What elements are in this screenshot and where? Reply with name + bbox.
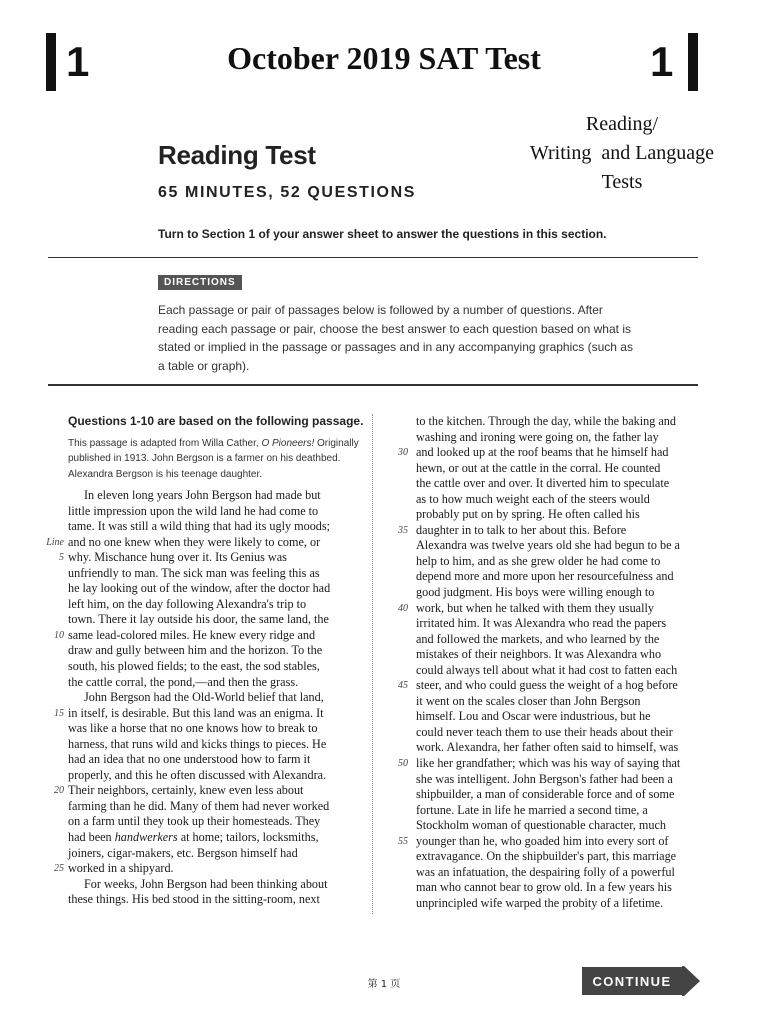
line-text: he lay looking out of the window, after the doctor had bbox=[68, 581, 331, 596]
line-text: properly, and this he often discussed with Alexandra. bbox=[68, 767, 327, 782]
line-text: she was intelligent. John Bergson's father had been a bbox=[416, 771, 673, 786]
intro-book-title: O Pioneers! bbox=[261, 437, 315, 449]
line-text: it went on the scales closer than John Bergson bbox=[416, 693, 641, 708]
intro-prefix: This passage is adapted from Willa Cather, bbox=[68, 437, 262, 449]
line-text: little impression upon the wild land he had come to bbox=[68, 503, 319, 518]
line-number: 25 bbox=[54, 863, 64, 875]
passage-line bbox=[68, 488, 370, 504]
passage-line bbox=[416, 430, 732, 446]
passage-line bbox=[68, 737, 370, 753]
passage-line bbox=[68, 675, 370, 691]
passage-line bbox=[416, 507, 732, 523]
passage-line bbox=[68, 799, 370, 815]
line-text: work, but when he talked with them they usually bbox=[416, 600, 654, 615]
line-text: For weeks, John Bergson had been thinking about bbox=[84, 876, 328, 891]
line-text: unprincipled wife warped the probity of a lifetime. bbox=[416, 895, 664, 910]
passage-line bbox=[68, 519, 370, 535]
directions-text: Each passage or pair of passages below is followed by a number of questions. After reading each passage or pair, choose the best answer to each question based on what is stated or implied in the passage or passages and in any accompanying graphics (such as a table or graph). bbox=[158, 303, 633, 373]
passage-line bbox=[416, 647, 732, 663]
passage-line bbox=[68, 721, 370, 737]
passage-line bbox=[416, 414, 732, 430]
passage-line bbox=[68, 892, 370, 908]
divider-bottom bbox=[48, 384, 698, 386]
passage-line bbox=[416, 461, 732, 477]
line-text: draw and gully between him and the horizon. To the bbox=[68, 643, 323, 658]
section-number-right: 1 bbox=[650, 38, 674, 85]
line-text: had an idea that no one understood how to farm it bbox=[68, 752, 311, 767]
line-text: daughter in to talk to her about this. Before bbox=[416, 522, 627, 537]
line-text: steer, and who could guess the weight of a hog before bbox=[416, 678, 678, 693]
passage-line bbox=[416, 569, 732, 585]
line-number: Line bbox=[46, 536, 64, 548]
passage-line bbox=[68, 814, 370, 830]
line-text: why. Mischance hung over it. Its Genius was bbox=[68, 550, 287, 565]
line-text: irritated him. It was Alexandra who read the papers bbox=[416, 616, 667, 631]
line-text: younger than he, who goaded him into every sort of bbox=[416, 833, 669, 848]
passage-line bbox=[416, 772, 732, 788]
passage-line bbox=[68, 659, 370, 675]
passage-line bbox=[54, 705, 370, 722]
line-text: Their neighbors, certainly, knew even less about bbox=[68, 783, 304, 798]
line-number: 55 bbox=[398, 835, 408, 847]
passage-line bbox=[416, 492, 732, 508]
line-number: 40 bbox=[398, 602, 408, 614]
line-text: these things. His bed stood in the sitting-room, next bbox=[68, 892, 320, 907]
note-line-1: Reading/ bbox=[585, 113, 659, 135]
line-text: in itself, is desirable. But this land was an enigma. It bbox=[68, 705, 324, 720]
passage-line bbox=[54, 861, 370, 877]
line-text: and no one knew when they were likely to come, or bbox=[68, 534, 321, 549]
line-text: worked in a shipyard. bbox=[68, 861, 174, 876]
page-number: 第 1 页 bbox=[367, 979, 401, 990]
line-text: harness, that runs wild and kicks things to pieces. He bbox=[68, 736, 327, 751]
passage-line bbox=[398, 445, 732, 461]
line-text-italic: handwerkers bbox=[114, 830, 178, 845]
section-number-left: 1 bbox=[66, 38, 90, 85]
line-text: Alexandra was twelve years old she had begun to be a bbox=[416, 538, 680, 553]
line-text: mistakes of their neighbors. It was Alexandra who bbox=[416, 647, 662, 662]
line-text: John Bergson had the Old-World belief that land, bbox=[84, 690, 324, 705]
passage-line bbox=[416, 725, 732, 741]
directions-label: DIRECTIONS bbox=[158, 275, 242, 290]
passage-line bbox=[416, 585, 732, 601]
line-text: depend more and more upon her resourcefulness and bbox=[416, 569, 674, 584]
line-text: had been bbox=[68, 830, 115, 845]
line-text: as to how much weight each of the steers would bbox=[416, 491, 650, 506]
column-divider bbox=[372, 414, 373, 914]
passage-left-column bbox=[46, 414, 370, 908]
passage-intro bbox=[68, 436, 370, 483]
passage-line bbox=[398, 600, 732, 617]
note-line-3: Tests bbox=[601, 171, 643, 193]
passage-line bbox=[416, 632, 732, 648]
answer-sheet-instruction: Turn to Section 1 of your answer sheet to answer the questions in this section. bbox=[158, 227, 607, 241]
line-text: tame. It was still a wild thing that had its ugly moods; bbox=[68, 519, 331, 534]
passage-line bbox=[416, 787, 732, 803]
line-number: 5 bbox=[59, 552, 64, 564]
line-number: 45 bbox=[398, 680, 408, 692]
passage-line bbox=[54, 627, 370, 644]
passage-line bbox=[68, 846, 370, 862]
passage-line bbox=[398, 833, 732, 850]
line-text: washing and ironing were going on, the father lay bbox=[416, 429, 659, 444]
handwritten-note bbox=[508, 110, 736, 197]
passage-line bbox=[416, 694, 732, 710]
line-text: probably put on by spring. He often called his bbox=[416, 507, 640, 522]
line-number: 30 bbox=[398, 447, 408, 459]
passage-line bbox=[398, 522, 732, 539]
passage-line bbox=[68, 830, 370, 846]
line-text: hewn, or out at the cattle in the corral. He counted bbox=[416, 460, 661, 475]
passage-line bbox=[416, 740, 732, 756]
line-text: Stockholm woman of questionable character, much bbox=[416, 818, 666, 833]
line-text: the cattle corral, the pond,—and then the grass. bbox=[68, 674, 299, 689]
line-text: In eleven long years John Bergson had made but bbox=[84, 488, 321, 502]
line-text: on a farm until they took up their homesteads. They bbox=[68, 814, 321, 829]
line-text: good judgment. His boys were willing enough to bbox=[416, 585, 655, 600]
passage-line bbox=[68, 768, 370, 784]
passage-line bbox=[416, 896, 732, 912]
line-text: himself. Lou and Oscar were industrious, but he bbox=[416, 709, 651, 724]
passage-line bbox=[398, 756, 732, 772]
passage-line bbox=[54, 783, 370, 799]
passage-line bbox=[59, 550, 370, 566]
line-text: at home; tailors, locksmiths, bbox=[177, 830, 319, 845]
passage-right-column bbox=[398, 414, 732, 912]
continue-arrow-button[interactable] bbox=[582, 966, 700, 996]
line-text: town. There it lay outside his door, the same land, the bbox=[68, 612, 329, 627]
passage-line bbox=[416, 803, 732, 819]
passage-line bbox=[416, 554, 732, 570]
passage-lines-left bbox=[46, 488, 370, 908]
line-text: and followed the markets, and who learned by the bbox=[416, 631, 660, 646]
line-text: work. Alexandra, her father often said to himself, was bbox=[416, 740, 679, 755]
passage-line bbox=[416, 849, 732, 865]
line-text: man who cannot bear to grow old. In a few years his bbox=[416, 880, 672, 895]
passage-line bbox=[398, 678, 732, 694]
questions-heading: Questions 1-10 are based on the following passage. bbox=[68, 414, 364, 428]
line-text: left him, on the day following Alexandra's trip to bbox=[68, 596, 307, 611]
line-text: joiners, cigar-makers, etc. Bergson himself had bbox=[68, 845, 298, 860]
passage-line bbox=[68, 690, 370, 706]
note-line-2: Writing and Language bbox=[529, 142, 715, 164]
page-title: October 2019 SAT Test bbox=[227, 40, 541, 76]
line-text: farming than he did. Many of them had never worked bbox=[68, 798, 330, 813]
passage-line bbox=[68, 566, 370, 582]
test-title: Reading Test bbox=[158, 140, 316, 170]
passage-line bbox=[68, 643, 370, 659]
line-text: and looked up at the roof beams that he himself had bbox=[416, 445, 669, 460]
line-text: the cattle over and over. It diverted him to speculate bbox=[416, 476, 670, 491]
passage-line bbox=[68, 612, 370, 628]
line-text: help to him, and as she grew older he had come to bbox=[416, 553, 661, 568]
passage-line bbox=[68, 752, 370, 768]
passage-line bbox=[68, 581, 370, 597]
line-number: 10 bbox=[54, 629, 64, 641]
passage-line bbox=[416, 709, 732, 725]
line-number: 15 bbox=[54, 707, 64, 719]
passage-line bbox=[416, 476, 732, 492]
continue-label: CONTINUE bbox=[592, 974, 672, 989]
passage-line bbox=[416, 865, 732, 881]
line-text: same lead-colored miles. He knew every ridge and bbox=[68, 627, 316, 642]
line-number: 20 bbox=[54, 785, 64, 797]
line-text: south, his plowed fields; to the east, the sod stables, bbox=[68, 659, 320, 674]
line-text: fortune. Late in life he married a second time, a bbox=[416, 802, 648, 817]
passage-line bbox=[68, 504, 370, 520]
line-text: extravagance. On the shipbuilder's part, this marriage bbox=[416, 849, 677, 864]
line-text: could never teach them to use their heads about their bbox=[416, 724, 673, 739]
intro-suffix: Originally published in 1913. John Bergson is a farmer on his deathbed. Alexandra Bergson is his teenage daughter. bbox=[68, 437, 359, 480]
line-number: 50 bbox=[398, 758, 408, 770]
passage-line bbox=[416, 538, 732, 554]
line-text: like her grandfather; which was his way of saying that bbox=[416, 756, 681, 771]
line-text: was like a horse that no one knows how to break to bbox=[68, 721, 318, 736]
divider-top bbox=[48, 257, 698, 258]
line-text: to the kitchen. Through the day, while the baking and bbox=[416, 414, 676, 428]
passage-line bbox=[416, 663, 732, 679]
passage-line bbox=[68, 877, 370, 893]
line-text: unfriendly to man. The sick man was feeling this as bbox=[68, 565, 320, 580]
line-text: could always tell about what it had cost to fatten each bbox=[416, 662, 678, 677]
passage-line bbox=[416, 818, 732, 834]
passage-lines-right bbox=[398, 414, 732, 912]
line-number: 35 bbox=[398, 524, 408, 536]
passage-line bbox=[46, 534, 370, 551]
line-text: was an infatuation, the despairing folly of a powerful bbox=[416, 864, 675, 879]
line-text: shipbuilder, a man of considerable force and of some bbox=[416, 787, 675, 802]
passage-line bbox=[416, 616, 732, 632]
test-subtitle: 65 MINUTES, 52 QUESTIONS bbox=[158, 184, 417, 201]
passage-line bbox=[416, 880, 732, 896]
passage-line bbox=[68, 597, 370, 613]
